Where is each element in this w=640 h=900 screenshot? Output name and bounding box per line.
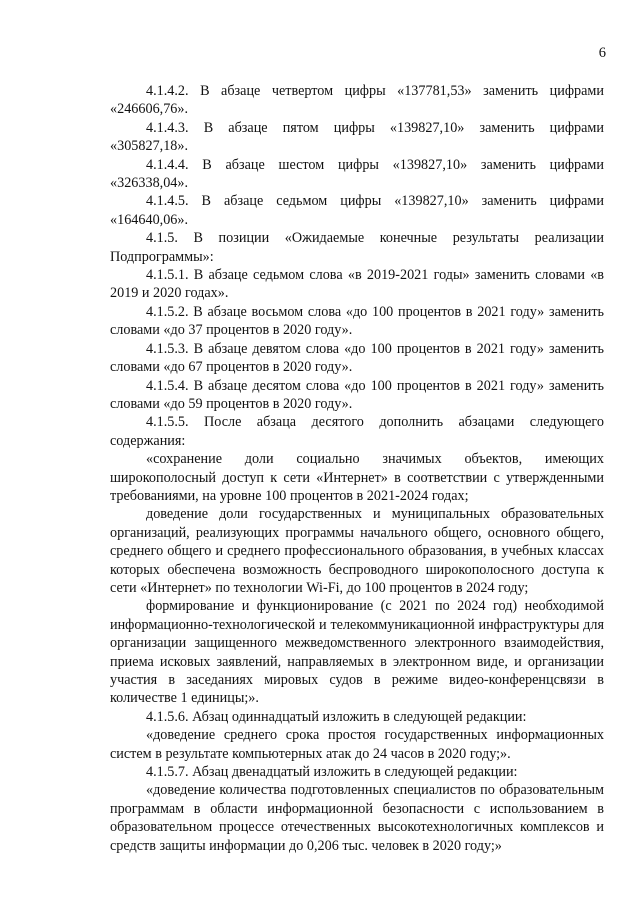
quoted-paragraph-infrastructure: формирование и функционирование (с 2021 по 2024 год) необходимой информационно-технологической и телекоммуникационной инфраструктуры для организации защищенного межведомственного электронного взаимодействия, приема исковых заявлений, направляемых в электронном виде, и организации участия в заседаниях мировых судов в режиме видео-конференцсвязи в количестве 1 единицы;».	[110, 598, 604, 707]
paragraph-4-1-4-4: 4.1.4.4. В абзаце шестом цифры «139827,10» заменить цифрами «326338,04».	[110, 156, 604, 192]
paragraph-4-1-5-7: 4.1.5.7. Абзац двенадцатый изложить в следующей редакции:	[146, 764, 518, 781]
quoted-paragraph-wifi: доведение доли государственных и муниципальных образовательных организаций, реализующих программы начального общего, основного общего, среднего общего и среднего профессионального образования, в учебных классах которых обеспечена возможность беспроводного широкополосного доступа к сети «Интернет» по технологии Wi-Fi, до 100 процентов в 2024 году;	[110, 506, 604, 596]
quoted-paragraph-broadband: «сохранение доли социально значимых объектов, имеющих широкополосный доступ к сети «Интернет» в соответствии с утвержденными требованиями, на уровне 100 процентов в 2021-2024 годах;	[110, 451, 604, 504]
paragraph-4-1-5: 4.1.5. В позиции «Ожидаемые конечные результаты реализации Подпрограммы»:	[110, 230, 604, 265]
quoted-paragraph-specialists: «доведение количества подготовленных специалистов по образовательным программам в области информационной безопасности с использованием в образовательном процессе отечественных высокотехнологичных комплексов и средств защиты информации до 0,206 тыс. человек в 2020 году;»	[110, 782, 604, 854]
paragraph-4-1-4-5: 4.1.4.5. В абзаце седьмом цифры «139827,10» заменить цифрами «164640,06».	[110, 193, 604, 228]
paragraph-4-1-5-6: 4.1.5.6. Абзац одиннадцатый изложить в следующей редакции:	[146, 708, 527, 725]
paragraph-4-1-5-3: 4.1.5.3. В абзаце девятом слова «до 100 процентов в 2021 году» заменить словами «до 67 процентов в 2020 году».	[110, 340, 604, 376]
paragraph-4-1-5-1: 4.1.5.1. В абзаце седьмом слова «в 2019-2021 годы» заменить словами «в 2019 и 2020 годах».	[110, 267, 604, 302]
paragraph-4-1-5-5: 4.1.5.5. После абзаца десятого дополнить абзацами следующего содержания:	[110, 414, 604, 449]
paragraph-4-1-5-2: 4.1.5.2. В абзаце восьмом слова «до 100 процентов в 2021 году» заменить словами «до 37 процентов в 2020 году».	[110, 303, 604, 339]
paragraph-4-1-4-2: 4.1.4.2. В абзаце четвертом цифры «137781,53» заменить цифрами «246606,76».	[110, 83, 604, 118]
paragraph-4-1-5-4: 4.1.5.4. В абзаце десятом слова «до 100 процентов в 2021 году» заменить словами «до 59 процентов в 2020 году».	[110, 377, 604, 412]
quoted-paragraph-downtime: «доведение среднего срока простоя государственных информационных систем в результате компьютерных атак до 24 часов в 2020 году;».	[110, 727, 604, 762]
paragraph-4-1-4-3: 4.1.4.3. В абзаце пятом цифры «139827,10» заменить цифрами «305827,18».	[110, 119, 604, 155]
page-number: 6	[598, 45, 606, 61]
document-body	[110, 82, 604, 855]
